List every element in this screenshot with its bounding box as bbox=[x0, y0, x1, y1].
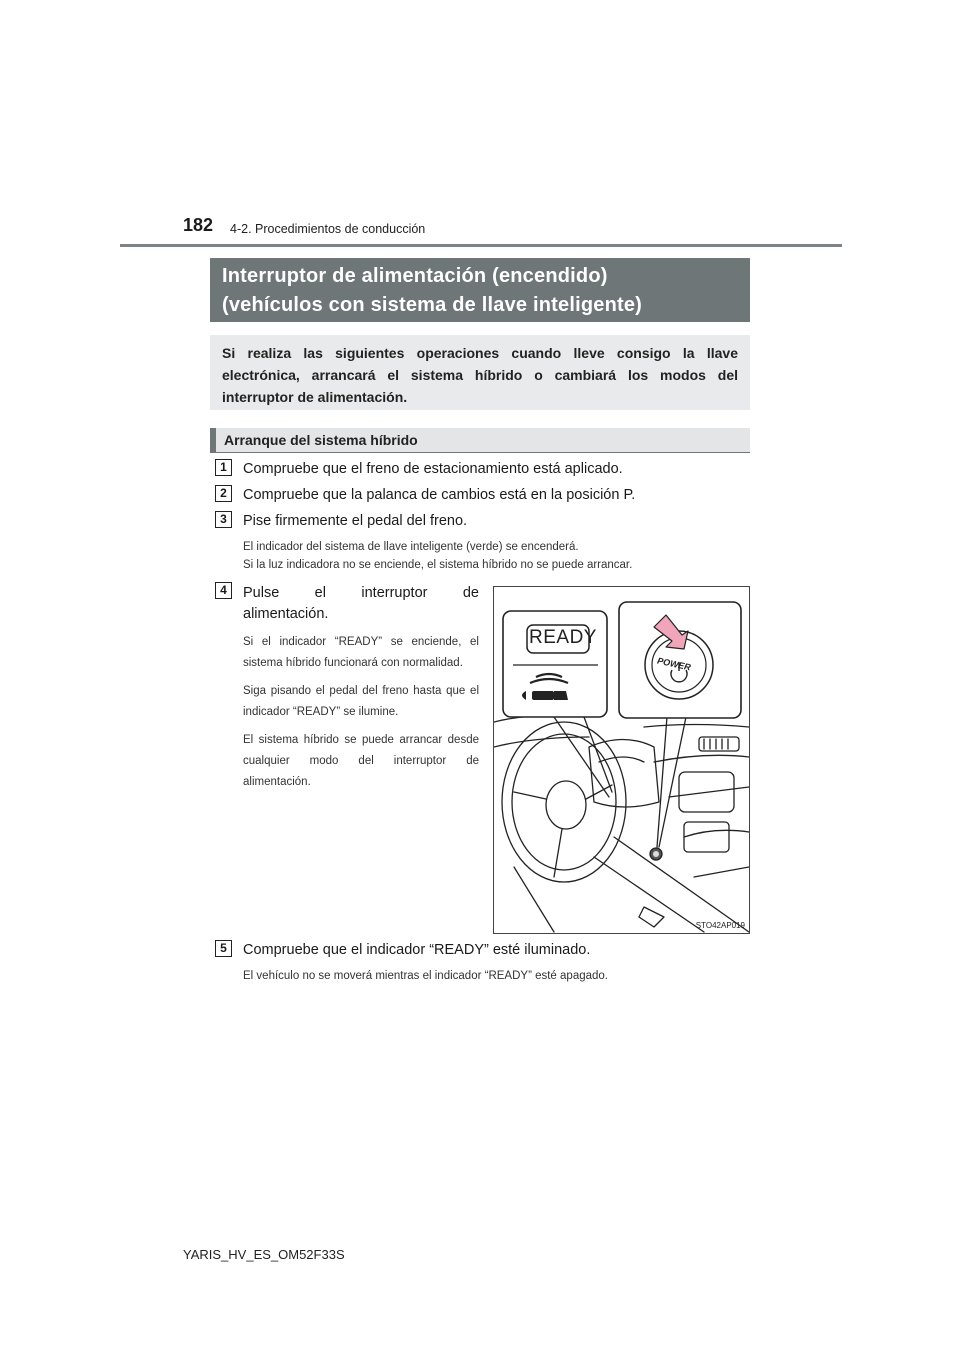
step-text-5: Compruebe que el indicador “READY” esté iluminado. bbox=[243, 942, 591, 958]
section-title bbox=[210, 258, 750, 322]
step-number-2: 2 bbox=[215, 485, 232, 502]
step-text-1: Compruebe que el freno de estacionamiento está aplicado. bbox=[243, 461, 623, 477]
step-number-1: 1 bbox=[215, 459, 232, 476]
step-text-4 bbox=[243, 583, 479, 625]
step-text-3: Pise firmemente el pedal del freno. bbox=[243, 513, 468, 529]
ready-indicator-label: READY bbox=[529, 627, 597, 648]
step-number-5: 5 bbox=[215, 940, 232, 957]
page-number: 182 bbox=[183, 215, 214, 235]
step-text-2: Compruebe que la palanca de cambios está en la posición P. bbox=[243, 487, 636, 503]
step-5-note-1: El vehículo no se moverá mientras el indicador “READY” esté apagado. bbox=[243, 970, 608, 982]
step-4-line-1: Pulse el interruptor de bbox=[243, 585, 479, 601]
step-4-column bbox=[243, 583, 479, 793]
intro-box: Si realiza las siguientes operaciones cuando lleve consigo la llave electrónica, arrancará el sistema híbrido o cambiará los modos del interruptor de alimentación. bbox=[210, 335, 750, 410]
subsection-heading: Arranque del sistema híbrido bbox=[210, 428, 750, 453]
header-divider bbox=[120, 244, 842, 247]
step-3-note-2: Si la luz indicadora no se enciende, el sistema híbrido no se puede arrancar. bbox=[243, 559, 633, 571]
step-number-4: 4 bbox=[215, 582, 232, 599]
title-line-2: (vehículos con sistema de llave inteligente) bbox=[222, 294, 643, 316]
step-4-line-2: alimentación. bbox=[243, 606, 329, 622]
subsection-rule bbox=[210, 452, 750, 453]
document-code: YARIS_HV_ES_OM52F33S bbox=[183, 1247, 345, 1262]
illustration-power-switch bbox=[493, 586, 750, 934]
step-3-note-1: El indicador del sistema de llave inteligente (verde) se encenderá. bbox=[243, 541, 579, 553]
power-button-label: POWER bbox=[656, 655, 692, 673]
figure-code: STO42AP019 bbox=[695, 921, 745, 930]
step-4-note-3: El sistema híbrido se puede arrancar desde cualquier modo del interruptor de alimentación. bbox=[243, 734, 479, 788]
step-number-3: 3 bbox=[215, 511, 232, 528]
step-4-note-2: Siga pisando el pedal del freno hasta que el indicador “READY” se ilumine. bbox=[243, 685, 479, 718]
breadcrumb: 4-2. Procedimientos de conducción bbox=[230, 222, 426, 236]
step-4-note-1: Si el indicador “READY” se enciende, el sistema híbrido funcionará con normalidad. bbox=[243, 636, 479, 669]
title-line-1: Interruptor de alimentación (encendido) bbox=[222, 265, 608, 287]
